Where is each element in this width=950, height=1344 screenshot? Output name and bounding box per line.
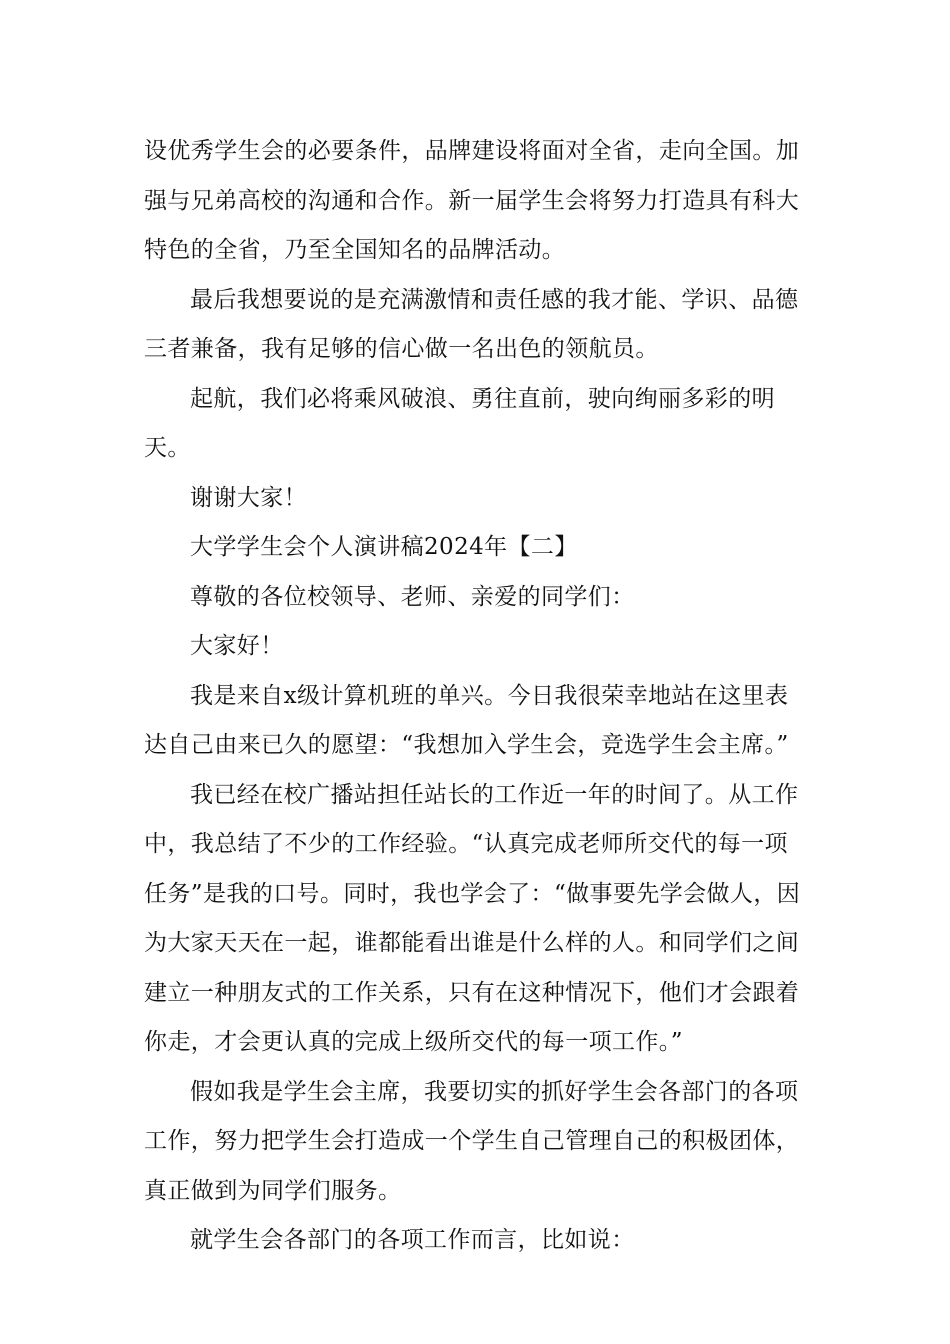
salutation: 尊敬的各位校领导、老师、亲爱的同学们： — [190, 583, 635, 610]
section-heading: 大学学生会个人演讲稿2024年【二】 — [190, 534, 578, 560]
paragraph-11: 就学生会各部门的各项工作而言，比如说： — [190, 1227, 635, 1253]
paragraph-4: 谢谢大家！ — [190, 484, 307, 511]
paragraph-9: 我已经在校广播站担任站长的工作近一年的时间了。从工作中，我总结了不少的工作经验。“认真完成老师所交代的每一项任务”是我的口号。同时，我也学会了：“做事要先学会做人，因为大家天天在一起，谁都能看出谁是什么样的人。和同学们之间建立一种朋友式的工作关系，只有在这种情况下，他们才会跟着你走，才会更认真的完成上级所交代的每一项工作。” — [144, 781, 801, 1055]
paragraph-10: 假如我是学生会主席，我要切实的抓好学生会各部门的各项工作，努力把学生会打造成一个学生自己管理自己的积极团体，真正做到为同学们服务。 — [144, 1078, 800, 1204]
greeting: 大家好！ — [190, 633, 284, 659]
paragraph-8: 我是来自x级计算机班的单兴。今日我很荣幸地站在这里表达自己由来已久的愿望：“我想加入学生会，竞选学生会主席。” — [144, 682, 789, 758]
document-body — [144, 127, 808, 1266]
paragraph-1: 设优秀学生会的必要条件，品牌建设将面对全省，走向全国。加强与兄弟高校的沟通和合作。新一届学生会将努力打造具有科大特色的全省，乃至全国知名的品牌活动。 — [144, 138, 800, 263]
paragraph-3: 起航，我们必将乘风破浪、勇往直前，驶向绚丽多彩的明天。 — [144, 385, 775, 461]
paragraph-2: 最后我想要说的是充满激情和责任感的我才能、学识、品德三者兼备，我有足够的信心做一名出色的领航员。 — [144, 286, 799, 362]
